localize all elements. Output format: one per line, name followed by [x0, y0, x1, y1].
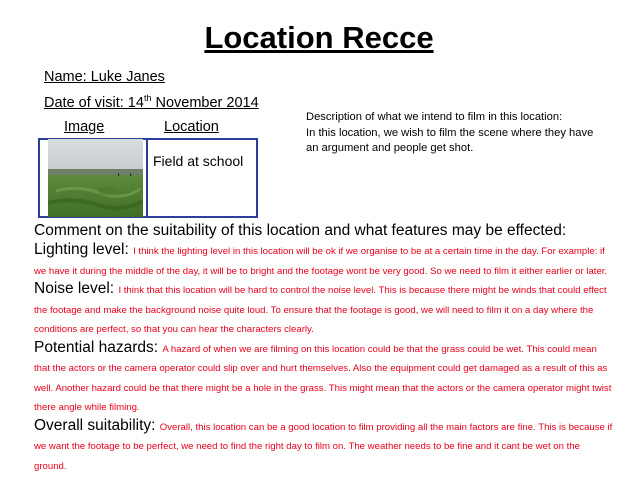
- description-label: Description of what we intend to film in this location:: [306, 111, 563, 123]
- lighting-label: Lighting level:: [34, 241, 134, 258]
- lighting-section: [34, 241, 614, 280]
- noise-label: Noise level:: [34, 280, 119, 297]
- hazards-text: A hazard of when we are filming on this location could be that the grass could be wet. This could mean that the actors or the camera operator could slip over and hurt themselves. Also the equipment could get damaged as a result of this as well. Another hazard could be that there might be a hole in the grass. This might mean that the actors or the camera operator might twist there angle while filming.: [34, 343, 612, 413]
- overall-label: Overall suitability:: [34, 416, 160, 434]
- table-divider: [146, 138, 148, 218]
- overall-section: [34, 417, 614, 476]
- image-heading: Image: [64, 119, 105, 135]
- date-suffix-sup: th: [143, 93, 152, 103]
- noise-section: [34, 280, 614, 339]
- field-photo-icon: [48, 139, 143, 217]
- location-value: Field at school: [153, 153, 244, 169]
- lighting-text: I think the lighting level in this location will be ok if we organise to be at a certain time in the day. For example: if we have it during the middle of the day, it will be to bright and the footage wont be very good. So we need to film it either earlier or later.: [34, 246, 608, 277]
- date-line: [44, 89, 259, 113]
- name-line: Name: Luke Janes: [44, 69, 165, 85]
- hazards-label: Potential hazards:: [34, 338, 163, 356]
- description-text: In this location, we wish to film the scene where they have an argument and people get shot.: [306, 126, 594, 154]
- assessment: [34, 220, 614, 475]
- description: [306, 110, 606, 157]
- date-suffix: November 2014: [151, 94, 259, 111]
- location-heading: Location: [164, 119, 219, 135]
- date-prefix: Date of visit: 14: [44, 94, 144, 111]
- comment-heading: Comment on the suitability of this location and what features may be effected:: [34, 222, 567, 239]
- hazards-section: [34, 339, 614, 417]
- noise-text: I think that this location will be hard to control the noise level. This is because there might be winds that could effect the footage and make the background noise quite loud. To ensure that the footage is good, we will need to film it on a day where the conditions are perfect, so that you can hear the characters clearly.: [34, 285, 607, 335]
- overall-text: Overall, this location can be a good location to film providing all the main factors are fine. This is because if we want the footage to be perfect, we need to find the right day to film on. The weather needs to be fine and it cant be wet on the ground.: [34, 421, 613, 472]
- page-title: Location Recce: [204, 20, 434, 55]
